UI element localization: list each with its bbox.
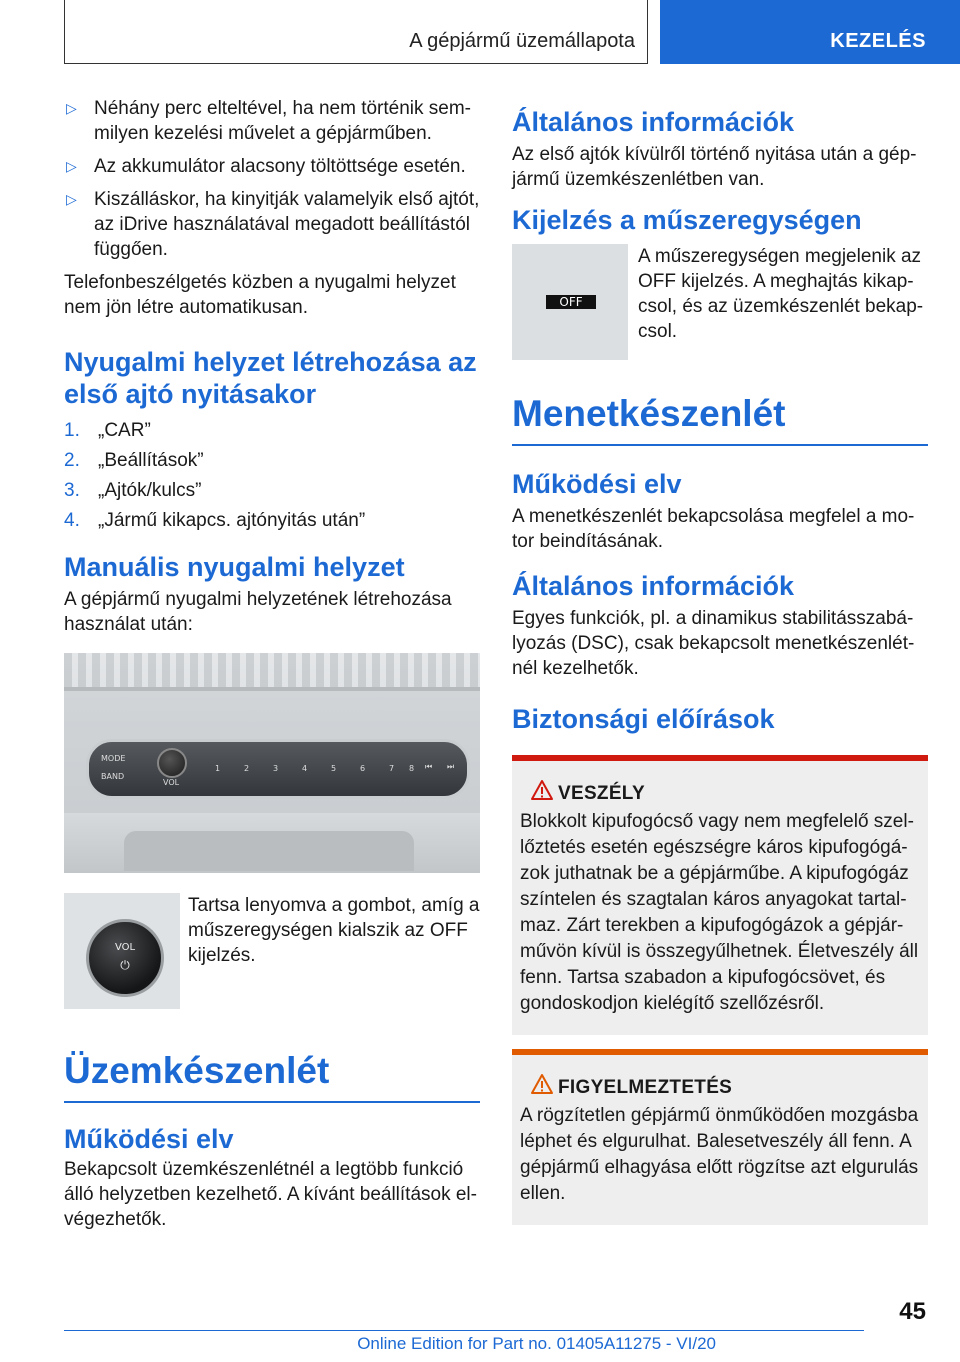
general-text: Az első ajtók kívülről történő nyitása után a gép-jármű üzemkészenlétben van. (512, 144, 917, 190)
list-item (64, 154, 480, 179)
list-item (64, 187, 480, 262)
knob-photo (64, 893, 180, 1009)
standby-principle-text: Bekapcsolt üzemkészenlétnél a legtöbb funkció álló helyzetben kezelhető. A kívánt beállítások el-végezhetők. (64, 1159, 477, 1230)
triangle-bullet-icon: ▷ (66, 191, 77, 207)
section-tab-label: KEZELÉS (830, 30, 926, 52)
ready-general-heading: Általános információk (512, 571, 795, 601)
display-heading: Kijelzés a műszeregységen (512, 205, 862, 235)
volume-knob (86, 919, 164, 997)
heading-rule (64, 1101, 480, 1103)
preset-label: 7 (389, 764, 395, 773)
step-item (64, 478, 480, 503)
danger-text: Blokkolt kipufogócső vagy nem megfelelő szel-lőztetés esetén egészségre káros kipufogógá-zok juthatnak be a gépjárműbe. A kipufogógáz színtelen és szagtalan káros anyagokat tartal-maz. Zárt terekben a kipufogógázok a gépjár-művön kívül is összegyűlhetnek. Életveszély áll fenn. Tartsa szabadon a kipufogócsövet, és gondoskodjon kielégítő szellőzésről. (520, 811, 919, 1014)
chapter-title: A gépjármű üzemállapota (409, 30, 635, 52)
console-recess (124, 831, 414, 871)
display-text: A műszeregységen megjelenik az OFF kijelzés. A meghajtás kikap-csol, és az üzemkészenlét bekap-csol. (638, 246, 924, 342)
step-text: „CAR” (98, 420, 151, 441)
band-label: BAND (101, 772, 125, 781)
ready-principle-text: A menetkészenlét bekapcsolása megfelel a mo-tor beindításának. (512, 506, 915, 552)
step-text: „Ajtók/kulcs” (98, 480, 202, 501)
general-heading: Általános információk (512, 107, 795, 137)
caution-box (512, 1049, 928, 1225)
bullet-text: Kiszálláskor, ha kinyitják valamelyik első ajtót, az iDrive használatával megadott beállítástól függően. (94, 189, 480, 260)
vol-label: VOL (163, 778, 180, 787)
manual-heading: Manuális nyugalmi helyzet (64, 552, 405, 582)
radio-control-panel (86, 739, 470, 799)
manual-text: A gépjármű nyugalmi helyzetének létrehozása használat után: (64, 589, 452, 635)
right-column (512, 96, 928, 1225)
caution-text: A rögzítetlen gépjármű önműködően mozgásba léphet és elgurulhat. Balesetveszély áll fenn. A gépjármű elhagyása előtt rögzítse azt elgurulás ellen. (520, 1105, 919, 1204)
bullet-text: Az akkumulátor alacsony töltöttsége esetén. (94, 156, 466, 177)
preset-label: 5 (331, 764, 337, 773)
cluster-off-photo (512, 244, 628, 360)
ready-general-text: Egyes funkciók, pl. a dinamikus stabilitásszabá-lyozás (DSC), csak bekapcsolt menetkészenlét-nél kezelhetők. (512, 608, 915, 679)
header-frame (64, 0, 648, 64)
mode-label: MODE (101, 754, 126, 763)
rest-door-heading: Nyugalmi helyzet létrehozása az első ajtó nyitásakor (64, 347, 477, 409)
preset-label: 3 (273, 764, 279, 773)
section-tab (660, 0, 960, 64)
off-badge: OFF (546, 295, 596, 309)
display-row (512, 244, 928, 360)
caution-title: FIGYELMEZTETÉS (558, 1077, 733, 1098)
step-item (64, 448, 480, 473)
ready-principle-heading: Működési elv (512, 469, 682, 499)
step-text: „Jármű kikapcs. ajtónyitás után” (98, 510, 366, 531)
preset-label: 8 (409, 764, 415, 773)
step-number: 1. (64, 420, 80, 441)
air-vent (64, 653, 480, 687)
warning-triangle-icon (530, 779, 554, 801)
warning-triangle-icon (530, 1073, 554, 1095)
radio-panel-photo (64, 653, 480, 873)
knob-row (64, 893, 480, 1009)
step-item (64, 508, 480, 533)
danger-title: VESZÉLY (558, 783, 645, 804)
volume-knob (157, 748, 187, 778)
danger-header (520, 779, 920, 809)
standby-principle-heading: Működési elv (64, 1124, 234, 1154)
phone-note: Telefonbeszélgetés közben a nyugalmi helyzet nem jön létre automatikusan. (64, 272, 456, 318)
step-text: „Beállítások” (98, 450, 204, 471)
heading-rule (512, 444, 928, 446)
edition-text: Online Edition for Part no. 01405A11275 - VI/20 (357, 1334, 716, 1353)
steps-list (64, 418, 480, 533)
preset-label: 6 (360, 764, 366, 773)
safety-heading: Biztonsági előírások (512, 704, 775, 734)
list-item (64, 96, 480, 146)
step-item (64, 418, 480, 443)
console-lower (64, 813, 480, 873)
left-column (64, 96, 480, 1232)
power-icon: ⏻ (120, 958, 130, 972)
skip-back-icon: ⏮ (425, 762, 433, 771)
step-number: 4. (64, 510, 80, 531)
preset-label: 1 (215, 764, 221, 773)
skip-forward-icon: ⏭ (447, 762, 455, 771)
knob-vol-label: VOL (114, 942, 136, 953)
step-number: 2. (64, 450, 80, 471)
preset-label: 2 (244, 764, 250, 773)
knob-caption: Tartsa lenyomva a gombot, amíg a műszeregységen kialszik az OFF kijelzés. (188, 895, 480, 966)
preset-label: 4 (302, 764, 308, 773)
triangle-bullet-icon: ▷ (66, 100, 77, 116)
page-number: 45 (899, 1298, 926, 1325)
caution-header (520, 1073, 920, 1103)
ready-heading: Menetkészenlét (512, 393, 786, 434)
standby-heading: Üzemkészenlét (64, 1050, 330, 1091)
bullet-text: Néhány perc elteltével, ha nem történik sem-milyen kezelési művelet a gépjárműben. (94, 98, 472, 144)
danger-box (512, 755, 928, 1035)
triangle-bullet-icon: ▷ (66, 158, 77, 174)
step-number: 3. (64, 480, 80, 501)
footer-rule (64, 1330, 864, 1331)
vent-trim (64, 687, 480, 691)
